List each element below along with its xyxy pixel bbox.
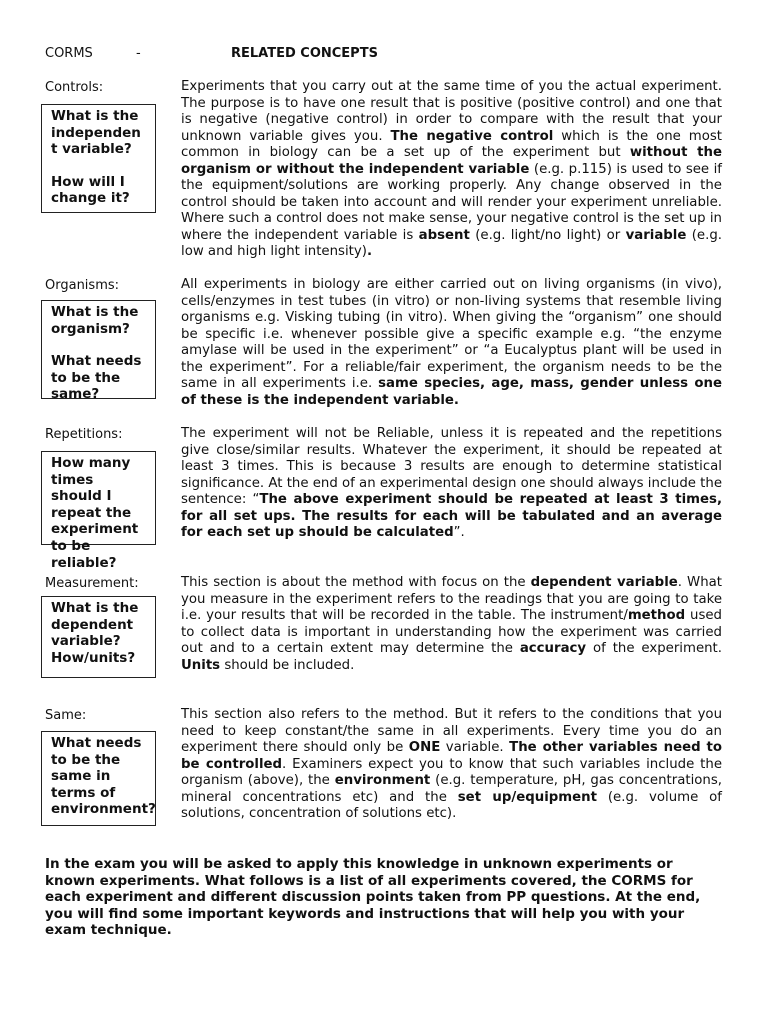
page-title: RELATED CONCEPTS xyxy=(231,46,378,61)
body-text: used to collect data is important in understanding how the experiment was carried out and to a certain extent may determine the xyxy=(181,608,722,656)
section-paragraph xyxy=(181,575,722,674)
body-text: should be included. xyxy=(220,657,355,673)
emphasis-text: dependent variable xyxy=(530,575,678,590)
body-text: (e.g. low and high light intensity) xyxy=(181,227,722,259)
section-paragraph xyxy=(181,707,722,823)
body-text: . What you measure in the experiment refers to the readings that you are going to take i.e. your results that will be recorded in the table. The instrument/ xyxy=(181,575,722,623)
section-label: Repetitions: xyxy=(45,427,123,442)
section-label: Controls: xyxy=(45,80,104,95)
emphasis-text: accuracy xyxy=(519,641,587,656)
question-text: How many times should I repeat the experiment to be reliable? xyxy=(51,455,139,571)
question-text: What needs to be the same? xyxy=(51,353,142,403)
body-text: which is the one most common in biology can be a set up of the experiment but xyxy=(181,128,722,160)
emphasis-text: ONE xyxy=(408,740,441,755)
body-text: ”. xyxy=(453,525,465,540)
section-paragraph xyxy=(181,277,722,409)
question-text: How will I change it? xyxy=(51,173,130,207)
body-text: of the experiment. xyxy=(586,641,722,656)
section-label: Measurement: xyxy=(45,576,139,591)
question-box xyxy=(41,300,156,403)
section-paragraph xyxy=(181,426,722,542)
question-box xyxy=(41,596,156,678)
question-text: What is the independen t variable? xyxy=(51,108,141,158)
body-text: (e.g. volume of solutions, concentration of solutions etc). xyxy=(181,789,722,821)
body-text: . Examiners expect you to know that such variables include the organism (above), the xyxy=(181,756,722,788)
emphasis-text: The above experiment should be repeated at least 3 times, for all set ups. The results for each will be tabulated and an average for each set up should be calculated xyxy=(181,492,722,540)
emphasis-text: environment xyxy=(334,773,431,788)
emphasis-text: The negative control xyxy=(390,128,554,144)
emphasis-text: without the organism or without the independent variable xyxy=(181,145,722,177)
emphasis-text: variable xyxy=(625,227,687,243)
question-box xyxy=(41,451,156,571)
body-text: (e.g. temperature, pH, gas concentrations, mineral concentrations etc) and the xyxy=(181,773,722,805)
emphasis-text: Units xyxy=(181,657,221,673)
emphasis-text: The other variables need to be controlled xyxy=(181,740,723,772)
emphasis-text: method xyxy=(627,608,686,623)
body-text: All experiments in biology are either carried out on living organisms (in vivo), cells/enzymes in test tubes (in vitro) or non-living systems that resemble living organisms e.g. Visking tubing (in vitro). When giving the “organism” one should be specific i.e. whenever possible give a specific example e.g. “the enzyme amylase will be used in the experiment” or “a Eucalyptus plant will be used in the experiment”. For a reliable/fair experiment, the organism needs to be the same in all experiments i.e. xyxy=(181,277,722,391)
exam-note: In the exam you will be asked to apply this knowledge in unknown experiments or known experiments. What follows is a list of all experiments covered, the CORMS for each experiment and different discussion points taken from PP questions. At the end, you will find some important keywords and instructions that will help you with your exam technique. xyxy=(45,856,701,938)
body-text: Experiments that you carry out at the same time of you the actual experiment. The purpose is to have one result that is positive (positive control) and one that is negative (negative control) in order to compare with the result that your unknown variable gives you. xyxy=(181,79,722,144)
body-text: This section also refers to the method. But it refers to the conditions that you need to keep constant/the same in all experiments. Every time you do an experiment there should only be xyxy=(181,707,722,755)
emphasis-text: . xyxy=(366,244,372,259)
body-text: (e.g. light/no light) or xyxy=(469,227,626,243)
section-label: Same: xyxy=(45,708,87,723)
body-text: The experiment will not be Reliable, unless it is repeated and the repetitions give close/similar results. Whatever the experiment, it should be repeated at least 3 times. This is because 3 results are enough to determine statistical significance. At the end of an experimental design one should always include the sentence: “ xyxy=(181,426,723,507)
emphasis-text: same species, age, mass, gender unless one of these is the independent variable. xyxy=(181,376,723,408)
question-text: What is the dependent variable? How/units? xyxy=(51,600,139,666)
emphasis-text: set up/equipment xyxy=(457,789,597,805)
question-text: What is the organism? xyxy=(51,304,139,337)
emphasis-text: absent xyxy=(418,227,470,243)
body-text: This section is about the method with focus on the xyxy=(181,575,531,590)
body-text: (e.g. p.115) is used to see if the equipment/solutions are working properly. Any change observed in the control should be taken into account and will render your experiment unreliable. Where such a control does not make sense, your negative control is the set up in where the independent variable is xyxy=(181,161,722,243)
body-text: variable. xyxy=(440,740,510,755)
question-box xyxy=(41,104,156,213)
header-corms: CORMS xyxy=(45,46,93,61)
section-label: Organisms: xyxy=(45,278,120,293)
question-text: What needs to be the same in terms of environment? xyxy=(51,735,156,818)
question-box xyxy=(41,731,156,826)
section-paragraph xyxy=(181,79,722,261)
header-dash: - xyxy=(136,46,141,61)
